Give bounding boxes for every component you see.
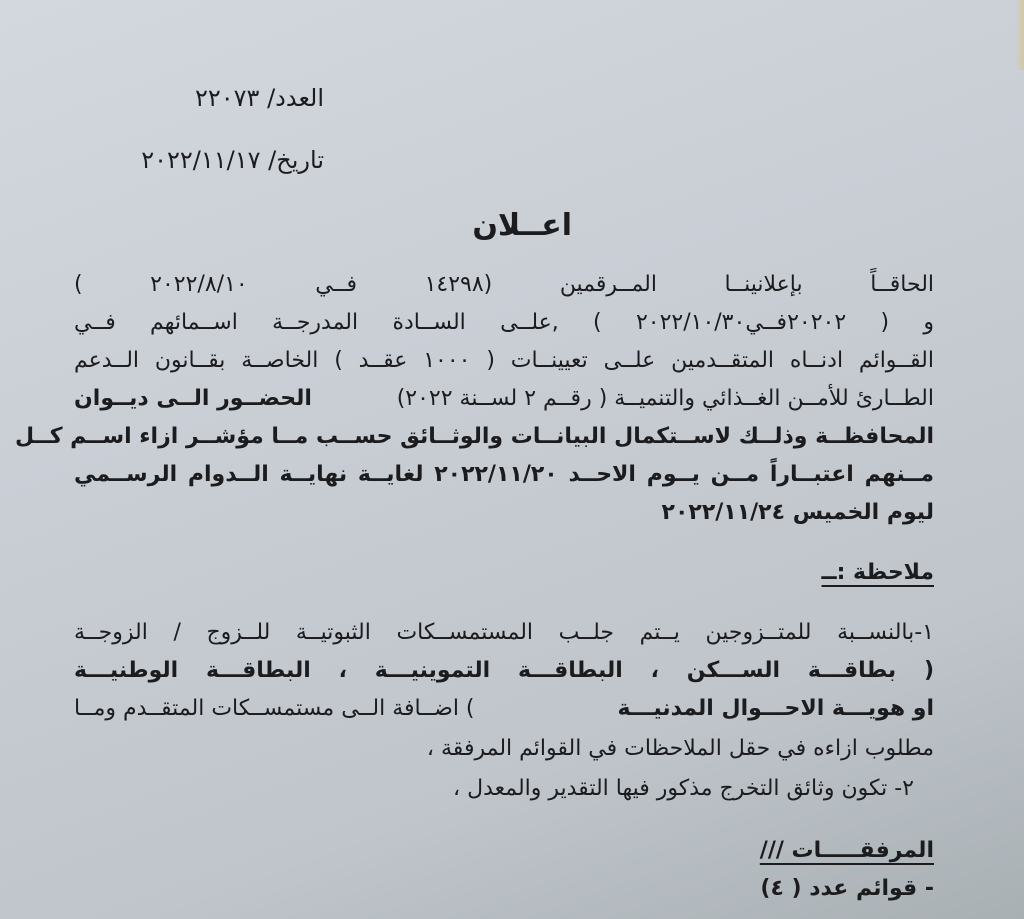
attachments-heading: المرفقـــــات /// [759,838,934,863]
note-1-line-3 [74,696,934,721]
document-number: العدد/ ٢٢٠٧٣ [194,84,324,112]
paper-edge [1016,0,1024,70]
notes-heading: ملاحظة :ــ [821,560,934,585]
note-1-line-3-text: ) اضــافة الــى مستمســكات المتقــدم ومــا [74,696,475,721]
paragraph-line-3: القــوائم ادنــاه المتقــدمين علــى تعيينــات ( ١٠٠٠ عقــد ) الخاصــة بقــانون الــدعم [74,348,935,373]
paragraph-line-4 [74,386,934,411]
paragraph-line-7: ليوم الخميس ٢٠٢٢/١١/٢٤ [661,500,934,525]
note-2: ٢- تكون وثائق التخرج مذكور فيها التقدير والمعدل ، [452,776,914,801]
attachments-item: - قوائم عدد ( ٤) [760,876,934,901]
document-date: تاريخ/ ٢٠٢٢/١١/١٧ [141,146,324,174]
note-1-line-1: ١-بالنســبة للمتــزوجين يــتم جلــب المستمســكات الثبوتيــة للــزوج / الزوجــة [74,620,934,645]
note-1-line-4: مطلوب ازاءه في حقل الملاحظات في القوائم المرفقة ، [426,736,934,761]
page-title: اعــلان [472,208,572,243]
paragraph-line-2: و ( ٢٠٢٠٢فــي٢٠٢٢/١٠/٣٠ ) ,علــى الســادة المدرجــة اســمائهم فــي [74,310,934,335]
paragraph-line-4-bold: الحضــور الــى ديــوان [74,386,312,411]
paragraph-line-4-text: الطــارئ للأمــن الغــذائي والتنميــة ( رقــم ٢ لســنة ٢٠٢٢) [396,386,934,411]
note-1-line-3-bold: او هويـــة الاحـــوال المدنيـــة [617,696,934,721]
note-1-line-2: ( بطاقـــة الســـكن ، البطاقـــة التموينيـــة ، البطاقـــة الوطنيـــة [74,658,934,683]
paragraph-line-5: المحافظــة وذلــك لاســتكمال البيانــات والوثــائق حســب مــا مؤشــر ازاء اســم كــل [15,424,934,449]
paragraph-line-1: الحاقــاً بإعلانينــا المــرقمين (١٤٢٩٨ فــي ٢٠٢٢/٨/١٠ ) [74,272,935,297]
paragraph-line-6: مــنهم اعتبــاراً مــن يــوم الاحــد ٢٠٢٢/١١/٢٠ لغايــة نهايــة الــدوام الرســمي [74,462,934,487]
